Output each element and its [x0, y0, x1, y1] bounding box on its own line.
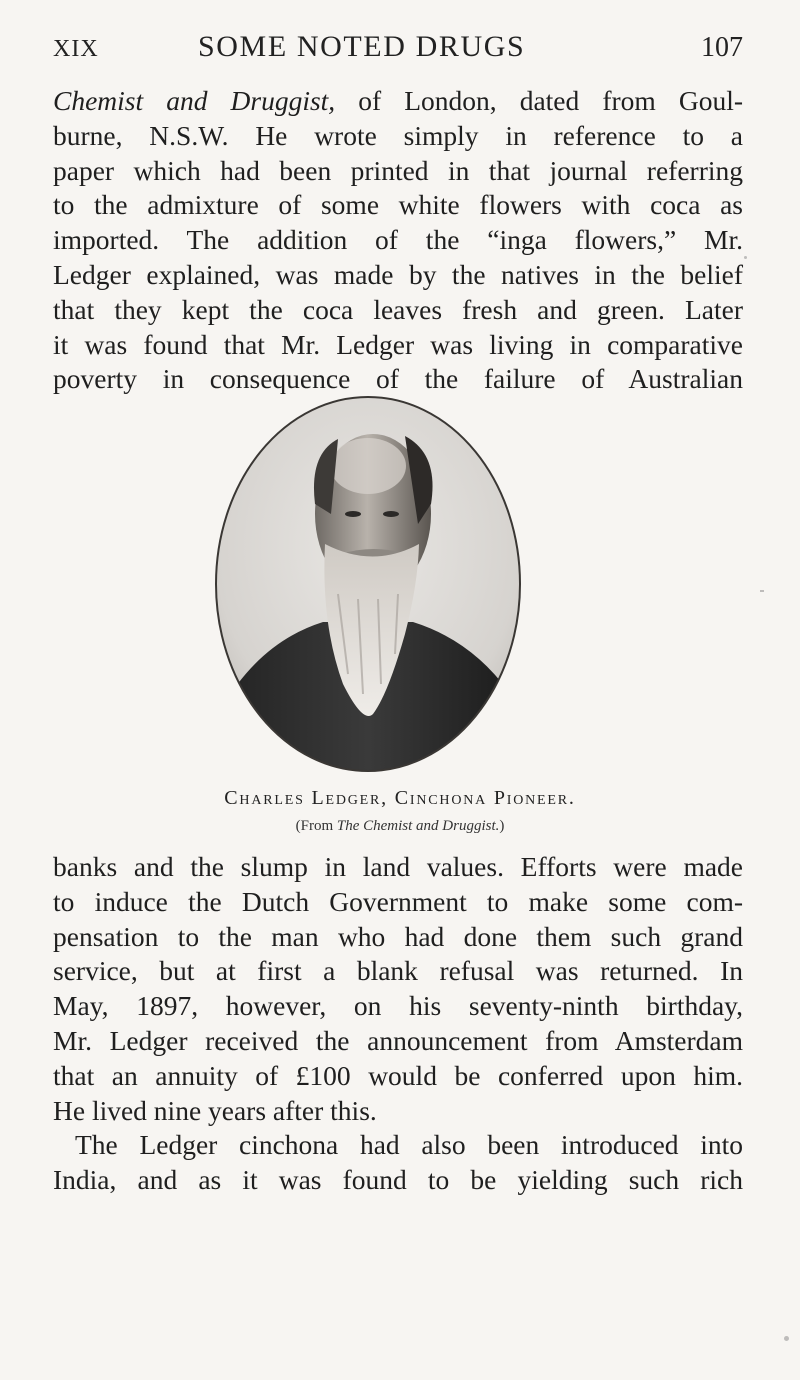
journal-name-italic: Chemist: [53, 85, 144, 116]
text-line: Ledger explained, was made by the natives in the belief: [53, 258, 743, 290]
text-line: that they kept the coca leaves fresh and green. Later: [53, 293, 743, 325]
running-head: [53, 30, 743, 70]
text-line: burne, N.S.W. He wrote simply in reference to a: [53, 119, 743, 151]
source-prefix: (From: [295, 818, 337, 834]
text-line: paper which had been printed in that journal referring: [53, 154, 743, 186]
paragraph-top: [53, 84, 743, 397]
text-line: service, but at first a blank refusal was returned. In: [53, 955, 743, 987]
text-line: poverty in consequence of the failure of Australian: [53, 363, 743, 395]
text-line: Mr. Ledger received the announcement from Amsterdam: [53, 1024, 743, 1056]
source-journal: The Chemist and Druggist.: [336, 818, 500, 834]
page-number: 107: [701, 32, 743, 63]
text-line: to induce the Dutch Government to make some com-: [53, 885, 743, 917]
print-speck: [744, 256, 747, 259]
text-line: to the admixture of some white flowers with coca as: [53, 189, 743, 221]
text-line: it was found that Mr. Ledger was living in comparative: [53, 328, 743, 360]
print-speck: [784, 1336, 789, 1341]
chapter-number: XIX: [53, 36, 99, 62]
text-line: imported. The addition of the “inga flowers,” Mr.: [53, 224, 743, 256]
figure-source: [0, 818, 800, 835]
text-line: pensation to the man who had done them such grand: [53, 920, 743, 952]
print-speck: [760, 590, 764, 592]
text-line: that an annuity of £100 would be conferred upon him.: [53, 1059, 743, 1091]
journal-name-italic: Druggist,: [230, 85, 336, 116]
paragraph-bottom: [53, 850, 743, 1198]
portrait-image: [213, 394, 523, 774]
text-line-indented: The Ledger cinchona had also been introduced into: [75, 1129, 743, 1161]
chapter-title: SOME NOTED DRUGS: [198, 30, 526, 63]
source-suffix: ): [499, 818, 505, 834]
text-line: banks and the slump in land values. Efforts were made: [53, 851, 743, 882]
text-line: India, and as it was found to be yielding such rich: [53, 1164, 743, 1196]
journal-name-joiner: and: [143, 85, 231, 116]
portrait-illustration: [213, 394, 523, 774]
figure-caption: Charles Ledger, Cinchona Pioneer.: [224, 787, 576, 809]
text-line: [53, 84, 743, 119]
text-line-last: He lived nine years after this.: [53, 1094, 377, 1126]
text-line: May, 1897, however, on his seventy-ninth birthday,: [53, 990, 743, 1022]
text-span: of London, dated from Goul-: [335, 85, 743, 116]
